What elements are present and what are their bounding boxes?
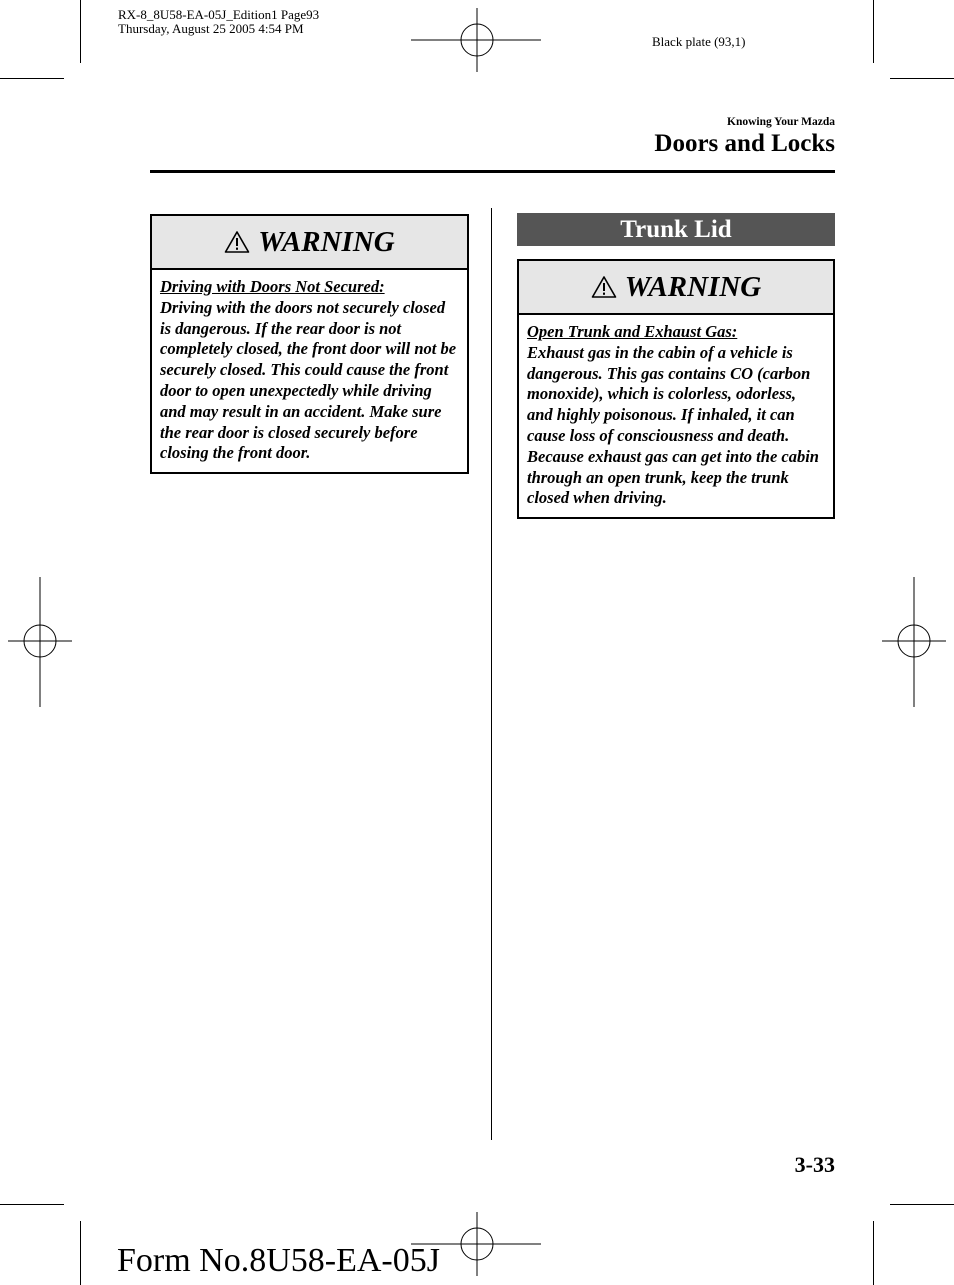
warning-text: Exhaust gas in the cabin of a vehicle is dangerous. This gas contains CO (carbon monoxide), which is colorless, odorless, and highly poisonous. If inhaled, it can cause loss of consciousness and death. Because exhaust gas can get into the cabin through an open trunk, keep the trunk closed when driving. (527, 342, 819, 508)
trunk-lid-heading: Trunk Lid (517, 213, 835, 246)
plate-info: Black plate (93,1) (652, 34, 746, 49)
print-info-line2: Thursday, August 25 2005 4:54 PM (118, 21, 304, 36)
warning-body (519, 315, 833, 517)
warning-body (152, 270, 467, 472)
registration-mark-right (882, 577, 946, 707)
registration-mark-left (8, 577, 72, 707)
warning-triangle-icon (591, 275, 617, 299)
warning-text: Driving with the doors not securely closed is dangerous. If the rear door is not completely closed, the front door will not be securely closed. This could cause the front door to open unexpectedly while driving and may result in an accident. Make sure the rear door is closed securely before closing the front door. (160, 297, 457, 463)
column-divider (491, 208, 492, 1140)
warning-title: WARNING (624, 270, 762, 303)
header-rule (150, 170, 835, 173)
warning-header (519, 261, 833, 315)
warning-box-trunk (517, 259, 835, 519)
print-info (118, 8, 319, 36)
warning-title: WARNING (258, 225, 395, 258)
page-number: 3-33 (794, 1152, 835, 1177)
form-number: Form No.8U58-EA-05J (117, 1242, 440, 1279)
print-info-line1: RX-8_8U58-EA-05J_Edition1 Page93 (118, 7, 320, 22)
page-title: Doors and Locks (654, 130, 835, 157)
warning-triangle-icon (224, 230, 250, 254)
warning-subtitle: Driving with Doors Not Secured: (160, 277, 385, 296)
registration-mark-top (411, 8, 541, 72)
warning-box-doors (150, 214, 469, 474)
warning-header (152, 216, 467, 270)
warning-subtitle: Open Trunk and Exhaust Gas: (527, 322, 738, 341)
section-label: Knowing Your Mazda (727, 116, 835, 128)
